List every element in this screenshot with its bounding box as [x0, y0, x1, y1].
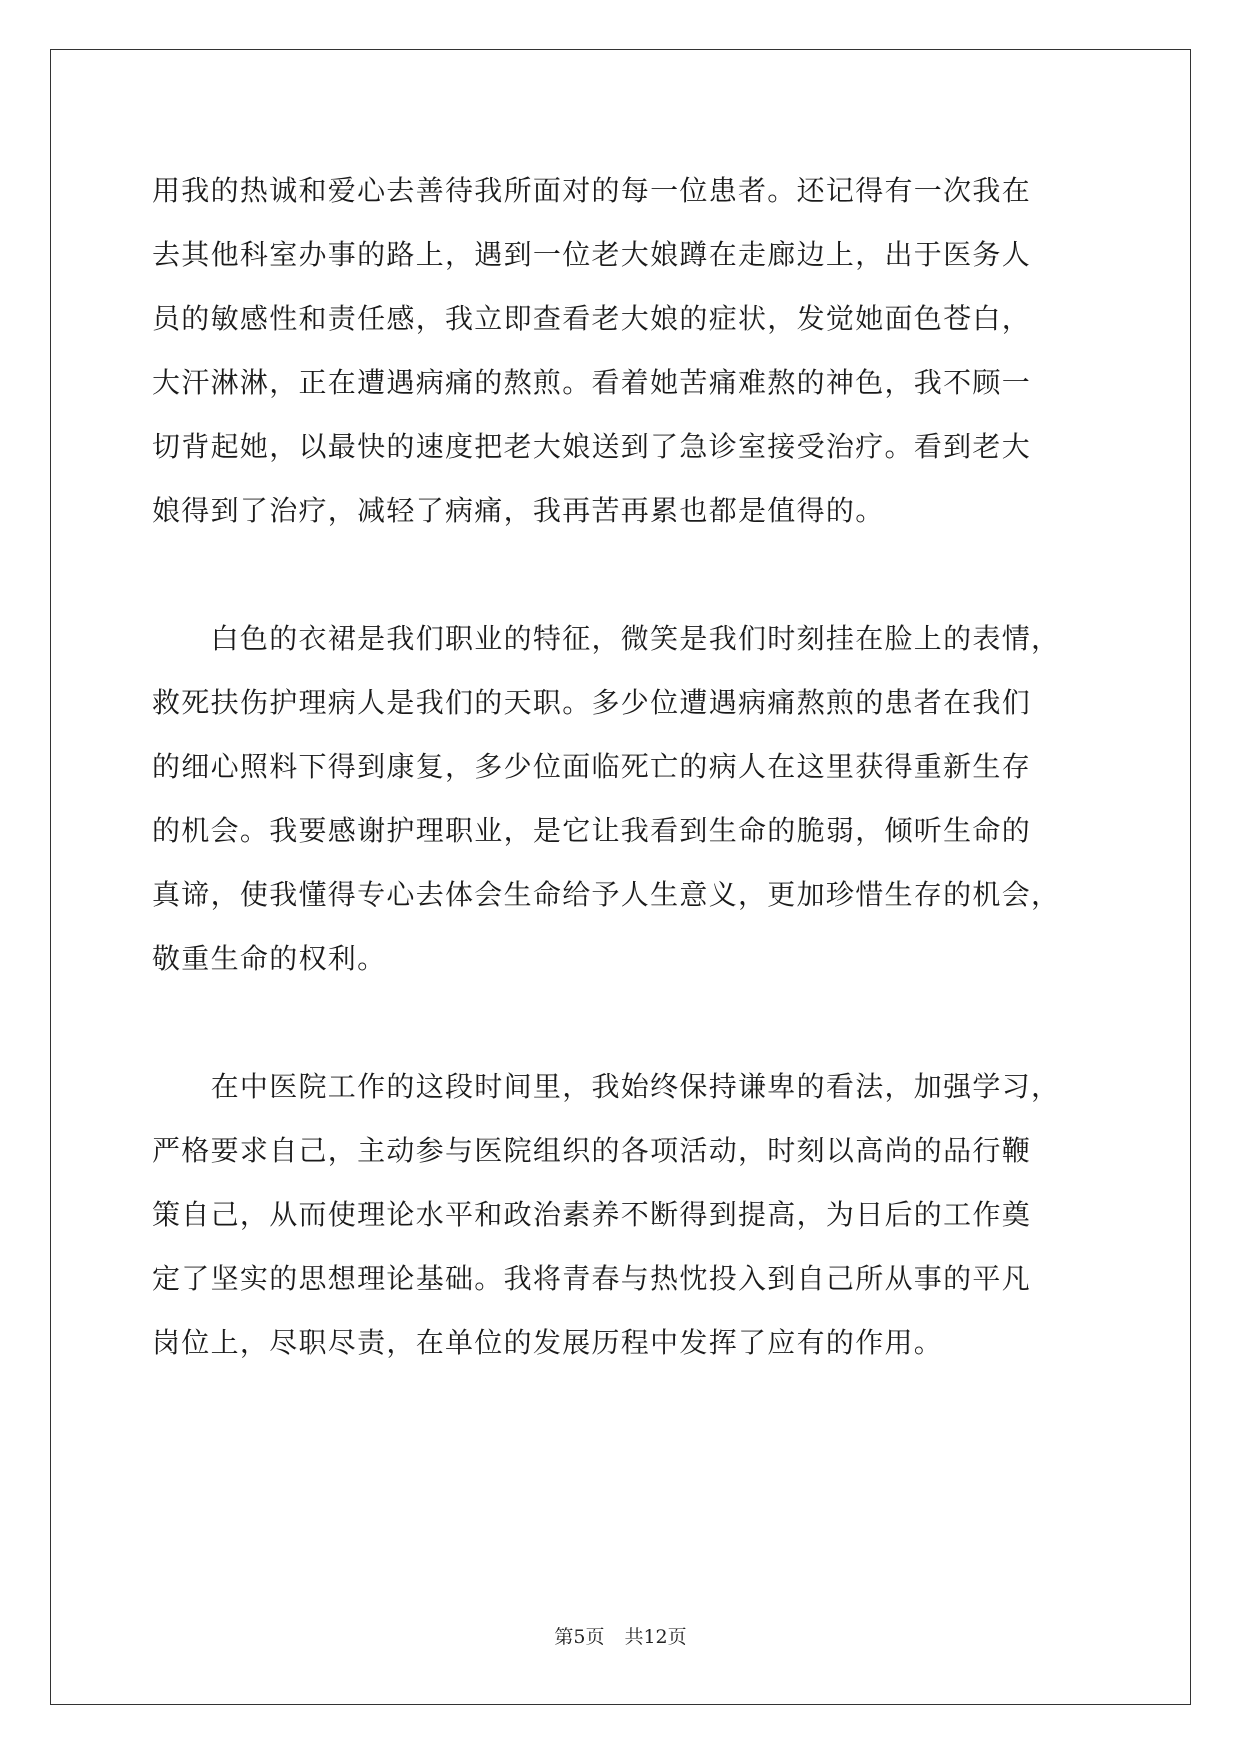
- paragraph-gap: [152, 543, 1102, 607]
- text-line: 的机会。我要感谢护理职业，是它让我看到生命的脆弱，倾听生命的: [152, 814, 1032, 847]
- document-body: [152, 159, 1102, 1375]
- text-line: 大汗淋淋，正在遭遇病痛的熬煎。看着她苦痛难熬的神色，我不顾一: [152, 366, 1032, 399]
- text-line: 敬重生命的权利。: [152, 942, 387, 975]
- page-footer: [0, 1622, 1241, 1649]
- text-line: 严格要求自己，主动参与医院组织的各项活动，时刻以高尚的品行鞭: [152, 1134, 1032, 1167]
- text-line: 岗位上，尽职尽责，在单位的发展历程中发挥了应有的作用。: [152, 1326, 944, 1359]
- text-line: 白色的衣裙是我们职业的特征，微笑是我们时刻挂在脸上的表情，: [152, 622, 1061, 655]
- text-line: 切背起她，以最快的速度把老大娘送到了急诊室接受治疗。看到老大: [152, 430, 1032, 463]
- text-line: 用我的热诚和爱心去善待我所面对的每一位患者。还记得有一次我在: [152, 174, 1032, 207]
- text-line: 救死扶伤护理病人是我们的天职。多少位遭遇病痛熬煎的患者在我们: [152, 686, 1032, 719]
- text-line: 员的敏感性和责任感，我立即查看老大娘的症状，发觉她面色苍白，: [152, 302, 1032, 335]
- text-line: 去其他科室办事的路上，遇到一位老大娘蹲在走廊边上，出于医务人: [152, 238, 1032, 271]
- paragraph-gap: [152, 991, 1102, 1055]
- text-line: 真谛，使我懂得专心去体会生命给予人生意义，更加珍惜生存的机会，: [152, 878, 1061, 911]
- text-line: 的细心照料下得到康复，多少位面临死亡的病人在这里获得重新生存: [152, 750, 1032, 783]
- text-line: 在中医院工作的这段时间里，我始终保持谦卑的看法，加强学习，: [152, 1070, 1061, 1103]
- page-total: 共12页: [624, 1626, 687, 1648]
- text-line: 策自己，从而使理论水平和政治素养不断得到提高，为日后的工作奠: [152, 1198, 1032, 1231]
- text-line: 娘得到了治疗，减轻了病痛，我再苦再累也都是值得的。: [152, 494, 885, 527]
- page-number: 第5页: [554, 1626, 605, 1648]
- text-line: 定了坚实的思想理论基础。我将青春与热忱投入到自己所从事的平凡: [152, 1262, 1032, 1295]
